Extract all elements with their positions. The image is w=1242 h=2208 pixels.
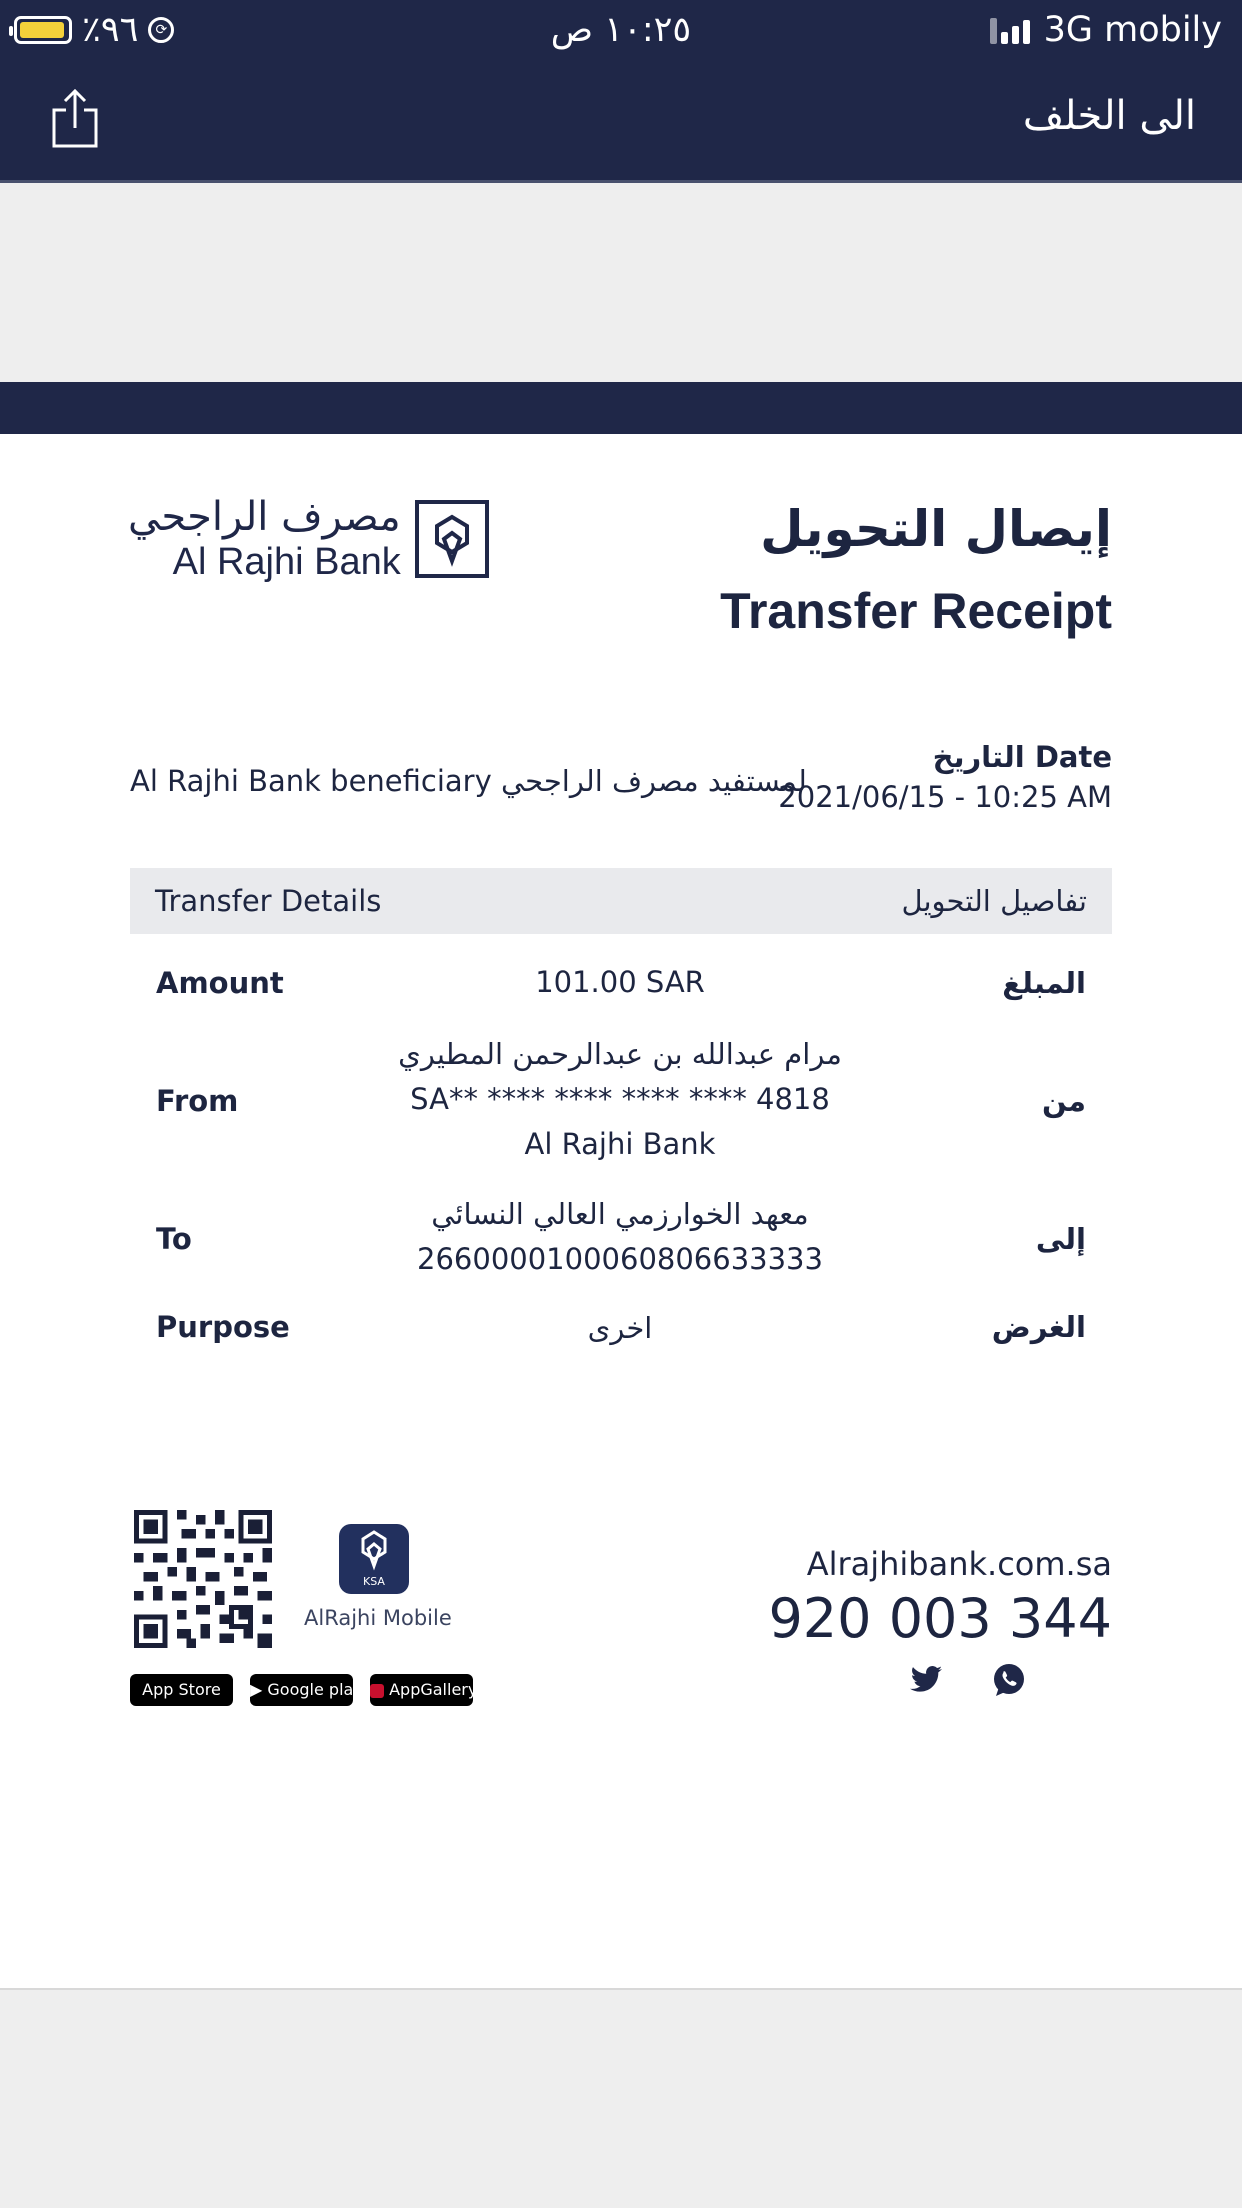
- beneficiary-type: Al Rajhi Bank beneficiary لمستفيد مصرف الراجحي: [130, 764, 807, 798]
- battery-icon: [14, 16, 72, 44]
- app-icon-badge: KSA: [363, 1575, 385, 1588]
- amount-row: [130, 960, 1112, 1008]
- transfer-details-header: [130, 868, 1112, 934]
- from-bank: Al Rajhi Bank: [524, 1127, 716, 1161]
- top-bar: [0, 0, 1242, 183]
- alrajhi-app-icon: [339, 1524, 409, 1594]
- from-value: [380, 1032, 860, 1167]
- google-play-badge[interactable]: ▶ Google play: [250, 1674, 353, 1706]
- receipt-title-ar: إيصال التحويل: [760, 500, 1112, 558]
- status-time: ١٠:٢٥ ص: [550, 10, 692, 50]
- qr-code: [134, 1510, 272, 1648]
- bank-name-ar: مصرف الراجحي: [128, 494, 401, 540]
- carrier-label: 3G mobily: [1043, 10, 1222, 50]
- purpose-label-en: Purpose: [156, 1310, 290, 1344]
- huawei-icon: [370, 1684, 384, 1698]
- play-icon: ▶: [250, 1680, 263, 1699]
- purpose-label-ar: الغرض: [991, 1310, 1086, 1344]
- to-label-en: To: [156, 1222, 192, 1256]
- from-account-number: SA** **** **** **** **** 4818: [410, 1082, 830, 1116]
- to-account-number: 2660000100060806633333: [417, 1242, 823, 1276]
- from-row: [130, 1032, 1112, 1172]
- date-label: التاريخ Date: [932, 740, 1112, 774]
- whatsapp-icon[interactable]: [989, 1660, 1029, 1700]
- amount-value: 101.00 SAR: [535, 965, 705, 999]
- twitter-icon[interactable]: [906, 1660, 946, 1700]
- bank-logo: [128, 494, 489, 584]
- purpose-value: اخرى: [587, 1311, 653, 1345]
- app-name-label: AlRajhi Mobile: [304, 1606, 452, 1630]
- amount-label-ar: المبلغ: [1002, 966, 1086, 1000]
- to-account-name: معهد الخوارزمي العالي النسائي: [431, 1197, 809, 1231]
- alrajhi-mobile-app[interactable]: [304, 1524, 452, 1632]
- share-icon[interactable]: [48, 88, 102, 150]
- receipt-top-band: [0, 382, 1242, 434]
- bank-logo-icon: [415, 500, 489, 578]
- from-label-en: From: [156, 1084, 239, 1118]
- battery-percent: ٪٩٦: [82, 10, 139, 50]
- amount-label-en: Amount: [156, 966, 284, 1000]
- bank-phone-number[interactable]: 920 003 344: [768, 1587, 1112, 1650]
- from-label-ar: من: [1041, 1084, 1086, 1118]
- from-account-name: مرام عبدالله بن عبدالرحمن المطيري: [398, 1037, 842, 1071]
- details-header-ar: تفاصيل التحويل: [901, 884, 1087, 918]
- date-value: 2021/06/15 - 10:25 AM: [778, 780, 1112, 814]
- app-gallery-badge[interactable]: AppGallery: [370, 1674, 473, 1706]
- to-value: [380, 1192, 860, 1282]
- receipt-card: [0, 434, 1242, 1990]
- app-store-badge[interactable]: App Store: [130, 1674, 233, 1706]
- to-label-ar: إلى: [1035, 1222, 1086, 1256]
- status-left: [14, 8, 174, 52]
- receipt-title-en: Transfer Receipt: [720, 583, 1112, 639]
- purpose-row: [130, 1304, 1112, 1352]
- rotation-lock-icon: ⟳: [148, 17, 174, 43]
- bank-name-en: Al Rajhi Bank: [172, 541, 401, 583]
- bank-website-link[interactable]: Alrajhibank.com.sa: [806, 1545, 1112, 1583]
- to-row: [130, 1192, 1112, 1288]
- details-header-en: Transfer Details: [155, 884, 382, 918]
- back-button[interactable]: الى الخلف: [1022, 93, 1196, 139]
